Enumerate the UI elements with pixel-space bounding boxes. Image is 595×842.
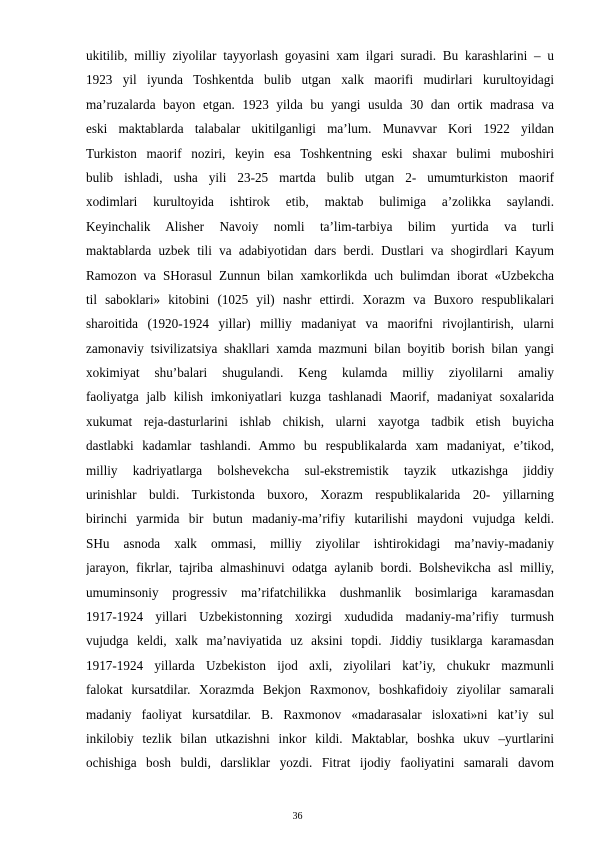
text-line: SHu asnoda xalk ommasi, milliy ziyolilar ishtirokidagi ma’naviy-madaniy: [86, 535, 554, 551]
text-line: zamonaviy tsivilizatsiya shakllari xamda mazmuni bilan boyitib borish bilan yangi: [86, 340, 554, 356]
text-line: ukitilib, milliy ziyolilar tayyorlash goyasini xam ilgari suradi. Bu karashlarini – u: [86, 48, 554, 63]
text-line: faoliyatga jalb kilish imkoniyatlari kuzga tashlanadi Maorif, madaniyat soxalarida: [86, 389, 554, 405]
text-line: birinchi yarmida bir butun madaniy-ma’rifiy kutarilishi maydoni vujudga keldi.: [86, 511, 554, 527]
text-line: Ramozon va SHorasul Zunnun bilan xamkorlikda uch bulimdan iborat «Uzbekcha: [86, 267, 554, 283]
text-line: ochishiga bosh buldi, darsliklar yozdi. Fitrat ijodiy faoliyatini samarali davom: [86, 755, 554, 771]
text-line: inkilobiy tezlik bilan utkazishni inkor kildi. Maktablar, boshka ukuv –yurtlarini: [86, 730, 554, 746]
text-line: maktablarda uzbek tili va adabiyotidan dars berdi. Dustlari va shogirdlari Kayum: [86, 243, 554, 259]
text-line: jarayon, fikrlar, tajriba almashinuvi odatga aylanib bordi. Bolshevikcha asl milliy,: [86, 560, 554, 576]
text-line: vujudga keldi, xalk ma’naviyatida uz aksini topdi. Jiddiy tusiklarga karamasdan: [86, 633, 554, 649]
page-number: 36: [292, 811, 303, 822]
text-line: umuminsoniy progressiv ma’rifatchilikka dushmanlik bosimlariga karamasdan: [86, 584, 554, 600]
text-line: xokimiyat shu’balari shugulandi. Keng kulamda milliy ziyolilarni amaliy: [86, 365, 554, 381]
text-line: madaniy faoliyat kursatdilar. B. Raxmonov «madarasalar isloxati»ni kat’iy sul: [86, 706, 554, 722]
text-line: Keyinchalik Alisher Navoiy nomli ta’lim-tarbiya bilim yurtida va turli: [86, 218, 554, 234]
text-line: bulib ishladi, usha yili 23-25 martda bulib utgan 2- umumturkiston maorif: [86, 169, 554, 185]
text-line: sharoitida (1920-1924 yillar) milliy madaniyat va maorifni rivojlantirish, ularni: [86, 316, 554, 332]
text-line: 1917-1924 yillarda Uzbekiston ijod axli, ziyolilari kat’iy, chukukr mazmunli: [86, 657, 554, 673]
text-line: Turkiston maorif noziri, keyin esa Toshkentning eski shaxar bulimi muboshiri: [86, 145, 554, 161]
text-line: falokat kursatdilar. Xorazmda Bekjon Raxmonov, boshkafidoiy ziyolilar samarali: [86, 682, 554, 698]
text-line: 1917-1924 yillari Uzbekistonning xozirgi xududida madaniy-ma’rifiy turmush: [86, 608, 554, 624]
text-line: urinishlar buldi. Turkistonda buxoro, Xorazm respublikalarida 20- yillarning: [86, 487, 554, 503]
text-line: dastlabki kadamlar tashlandi. Ammo bu respublikalarda xam madaniyat, e’tikod,: [86, 438, 554, 454]
text-line: xodimlari kurultoyida ishtirok etib, maktab bulimiga a’zolikka saylandi.: [86, 194, 554, 210]
text-line: milliy kadriyatlarga bolshevekcha sul-ekstremistik tayzik utkazishga jiddiy: [86, 462, 554, 478]
document-body: [86, 44, 554, 776]
text-line: xukumat reja-dasturlarini ishlab chikish, ularni xayotga tadbik etish buyicha: [86, 413, 554, 429]
text-line: til saboklari» kitobini (1025 yil) nashr ettirdi. Xorazm va Buxoro respublikalari: [86, 291, 554, 307]
text-line: 1923 yil iyunda Toshkentda bulib utgan xalk maorifi mudirlari kurultoyidagi: [86, 72, 554, 88]
text-line: ma’ruzalarda bayon etgan. 1923 yilda bu yangi usulda 30 dan ortik madrasa va: [86, 96, 554, 112]
text-line: eski maktablarda talabalar ukitilganligi ma’lum. Munavvar Kori 1922 yildan: [86, 121, 554, 137]
